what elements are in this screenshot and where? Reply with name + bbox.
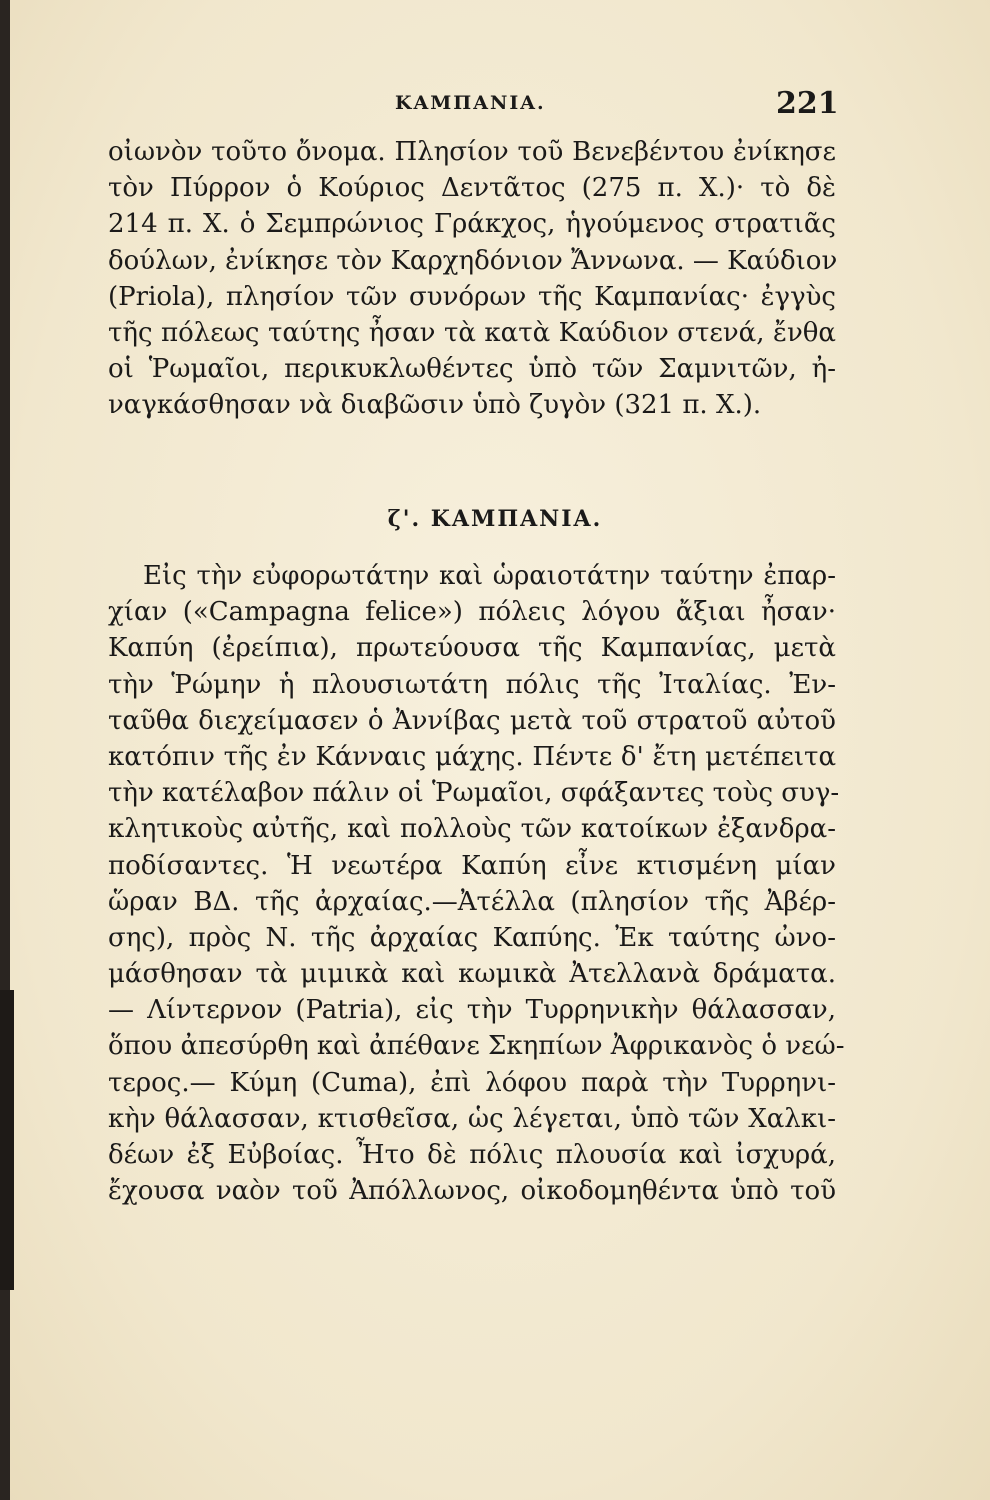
text-line: τὴν Ῥώμην ἡ πλουσιωτάτη πόλις τῆς Ἰταλίας. Ἐν- — [108, 669, 836, 700]
text-line: ναγκάσθησαν νὰ διαβῶσιν ὑπὸ ζυγὸν (321 π. Χ.). — [108, 390, 762, 421]
page-edge-mark — [0, 990, 14, 1290]
text-line: μάσθησαν τὰ μιμικὰ καὶ κωμικὰ Ἀτελλανὰ δράματα. — [108, 959, 836, 990]
text-line: χίαν («Campagna felice») πόλεις λόγου ἄξιαι ἦσαν· — [108, 597, 836, 628]
text-line: ὥραν ΒΔ. τῆς ἀρχαίας.—Ἀτέλλα (πλησίον τῆς Ἀβέρ- — [108, 886, 836, 917]
text-line: δούλων, ἐνίκησε τὸν Καρχηδόνιον Ἄννωνα. — Καύδιον — [108, 245, 838, 276]
paragraph-continuation — [108, 134, 836, 424]
text-line: τερος.— Κύμη (Cuma), ἐπὶ λόφου παρὰ τὴν Τυρρηνι- — [108, 1067, 836, 1098]
section-heading: ζ'. ΚΑΜΠΑΝΙΑ. — [387, 506, 603, 532]
page-number: 221 — [776, 86, 839, 121]
text-line: ἔχουσα ναὸν τοῦ Ἀπόλλωνος, οἰκοδομηθέντα ὑπὸ τοῦ — [108, 1176, 836, 1207]
text-line: τὴν κατέλαβον πάλιν οἱ Ῥωμαῖοι, σφάξαντες τοὺς συγ- — [108, 778, 840, 809]
text-line: — Λίντερνον (Patria), εἰς τὴν Τυρρηνικὴν θάλασσαν, — [108, 995, 836, 1026]
text-line: κλητικοὺς αὐτῆς, καὶ πολλοὺς τῶν κατοίκων ἐξανδρα- — [108, 814, 836, 845]
text-line: Καπύη (ἐρείπια), πρωτεύουσα τῆς Καμπανίας, μετὰ — [108, 633, 836, 664]
text-line: τῆς πόλεως ταύτης ἦσαν τὰ κατὰ Καύδιον στενά, ἔνθα — [108, 317, 836, 348]
text-line: σης), πρὸς Ν. τῆς ἀρχαίας Καπύης. Ἐκ ταύτης ὠνο- — [108, 922, 836, 953]
text-line: ποδίσαντες. Ἡ νεωτέρα Καπύη εἶνε κτισμένη μίαν — [108, 850, 836, 881]
text-line: οἱ Ῥωμαῖοι, περικυκλωθέντες ὑπὸ τῶν Σαμνιτῶν, ἠ- — [108, 354, 836, 385]
text-line: κατόπιν τῆς ἐν Κάνναις μάχης. Πέντε δ' ἔτη μετέπειτα — [108, 741, 836, 772]
running-title: ΚΑΜΠΑΝΙΑ. — [395, 92, 546, 114]
text-line: 214 π. Χ. ὁ Σεμπρώνιος Γράκχος, ἡγούμενος στρατιᾶς — [108, 209, 836, 240]
text-line: (Priola), πλησίον τῶν συνόρων τῆς Καμπανίας· ἐγγὺς — [108, 281, 836, 312]
text-line: ταῦθα διεχείμασεν ὁ Ἀννίβας μετὰ τοῦ στρατοῦ αὐτοῦ — [108, 705, 836, 736]
text-line: οἰωνὸν τοῦτο ὄνομα. Πλησίον τοῦ Βενεβέντου ἐνίκησε — [108, 137, 836, 167]
text-line: ὅπου ἀπεσύρθη καὶ ἀπέθανε Σκηπίων Ἀφρικανὸς ὁ νεώ- — [108, 1031, 845, 1062]
text-line: τὸν Πύρρον ὁ Κούριος Δεντᾶτος (275 π. Χ.)· τὸ δὲ — [108, 173, 836, 204]
text-line: Εἰς τὴν εὐφορωτάτην καὶ ὡραιοτάτην ταύτην ἐπαρ- — [143, 561, 836, 591]
text-line: δέων ἐξ Εὐβοίας. Ἦτο δὲ πόλις πλουσία καὶ ἰσχυρά, — [108, 1140, 836, 1170]
text-line: κὴν θάλασσαν, κτισθεῖσα, ὡς λέγεται, ὑπὸ τῶν Χαλκι- — [108, 1103, 836, 1134]
paragraph-campania — [108, 558, 845, 1209]
